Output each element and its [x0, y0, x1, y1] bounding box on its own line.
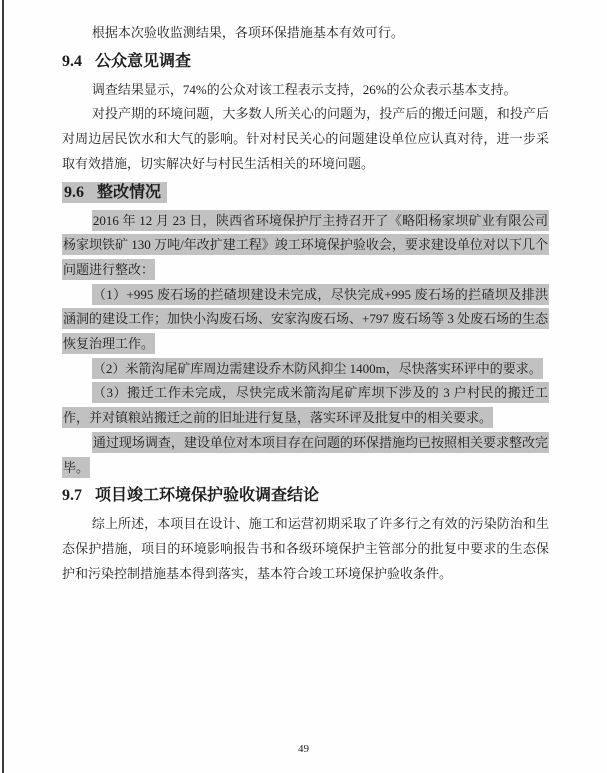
highlighted-paragraph	[62, 357, 549, 382]
paragraph-text: （1）+995 废石场的拦碴坝建设未完成，尽快完成+995 废石场的拦碴坝及排洪涵洞的建设工作；加快小沟废石场、安家沟废石场、+797 废石场等 3 处废石场的生态恢复治理工作。	[62, 284, 549, 354]
heading-number: 9.7	[62, 487, 82, 505]
paragraph-text: 2016 年 12 月 23 日，陕西省环境保护厅主持召开了《略阳杨家坝矿业有限公司杨家坝铁矿 130 万吨/年改扩建工程》竣工环境保护验收会，要求建设单位对以下几个问题进行整改：	[62, 210, 549, 280]
highlighted-paragraph	[62, 381, 549, 430]
page-content	[62, 21, 549, 586]
page-footer	[0, 739, 607, 757]
body-paragraph	[62, 512, 549, 586]
section-heading-9-4	[62, 49, 549, 74]
heading-number: 9.4	[62, 52, 82, 70]
heading-title: 整改情况	[97, 183, 162, 201]
highlighted-paragraph	[62, 431, 549, 480]
paragraph-text: 根据本次验收监测结果，各项环保措施基本有效可行。	[91, 25, 404, 40]
paragraph-text: （3）搬迁工作未完成，尽快完成米箭沟尾矿库坝下涉及的 3 户村民的搬迁工作，并对镇粮站搬迁之前的旧址进行复垦，落实环评及批复中的相关要求。	[62, 382, 549, 428]
body-paragraph	[62, 21, 549, 46]
heading-text-wrap-highlighted	[62, 182, 167, 203]
paragraph-text: 综上所述，本项目在设计、施工和运营初期采取了许多行之有效的污染防治和生态保护措施，项目的环境影响报告书和各级环境保护主管部分的批复中要求的生态保护和污染控制措施基本得到落实，基本符合竣工环境保护验收条件。	[62, 516, 549, 581]
paragraph-text: （2）米箭沟尾矿库周边需建设乔木防风抑尘 1400m，尽快落实环评中的要求。	[92, 358, 543, 379]
body-paragraph	[62, 78, 549, 103]
paragraph-text: 通过现场调查，建设单位对本项目存在问题的环保措施均已按照相关要求整改完毕。	[62, 432, 549, 478]
body-paragraph	[62, 102, 549, 176]
paragraph-text: 对投产期的环境问题，大多数人所关心的问题为，投产后的搬迁问题，和投产后对周边居民饮水和大气的影响。针对村民关心的问题建设单位应认真对待，进一步采取有效措施，切实解决好与村民生活相关的环境问题。	[62, 106, 549, 171]
highlighted-paragraph	[62, 209, 549, 283]
highlighted-paragraph	[62, 283, 549, 357]
heading-number: 9.6	[64, 183, 84, 201]
heading-title: 项目竣工环境保护验收调查结论	[95, 487, 320, 505]
heading-title: 公众意见调查	[95, 52, 192, 70]
paragraph-text: 调查结果显示，74%的公众对该工程表示支持，26%的公众表示基本支持。	[91, 81, 517, 97]
page-edge-line	[2, 0, 4, 773]
heading-text-wrap	[62, 487, 319, 504]
section-heading-9-7	[62, 483, 549, 508]
section-heading-9-6	[62, 180, 549, 205]
heading-text-wrap	[62, 53, 191, 70]
page-number: 49	[298, 743, 309, 755]
